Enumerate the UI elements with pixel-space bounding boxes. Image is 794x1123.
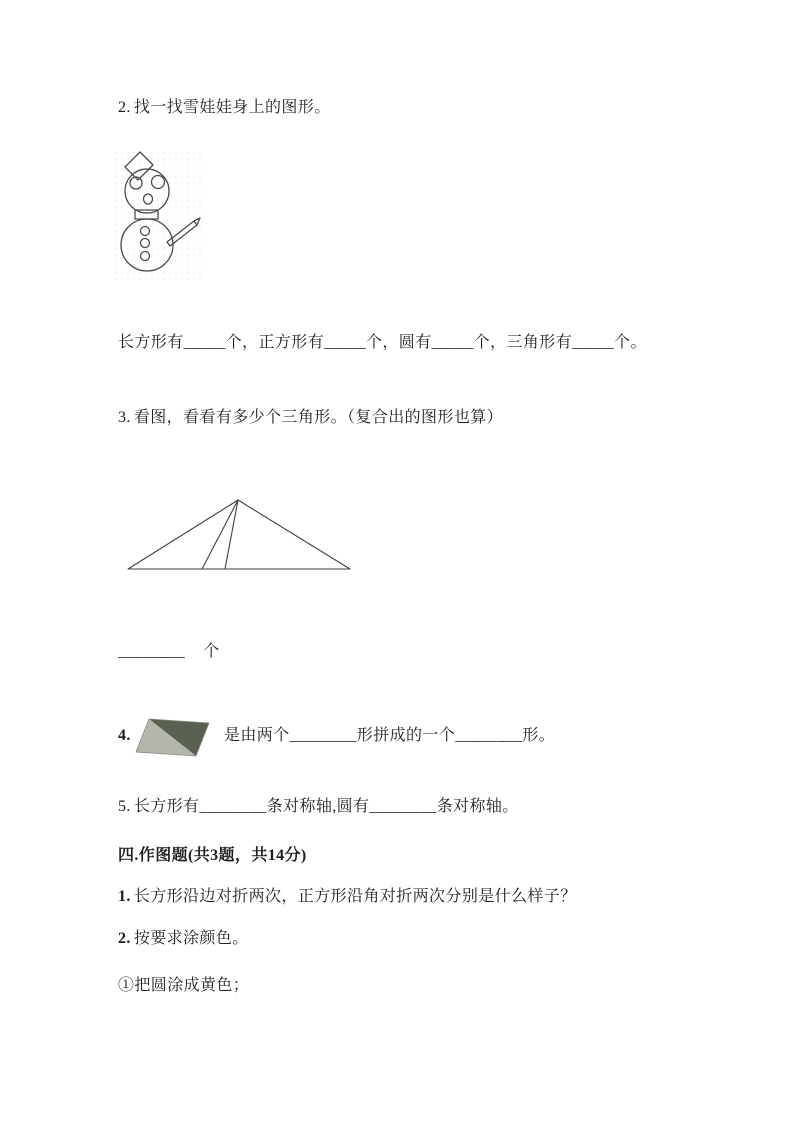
question-2-prompt <box>118 97 331 118</box>
question-5-number: 5. <box>118 798 131 815</box>
question-2-number: 2. <box>118 99 131 116</box>
snowman-head <box>125 169 169 213</box>
section-4-subitem-1-number: ① <box>118 977 135 994</box>
parallelogram-drawing <box>130 712 212 762</box>
triangle-outline <box>128 500 350 569</box>
outer-triangle <box>128 500 350 569</box>
section-4-item-1-number: 1. <box>118 888 131 905</box>
question-3-prompt <box>118 407 503 428</box>
section-4-heading: 四.作图题(共3题，共14分) <box>118 847 307 864</box>
question-2-text: 找一找雪娃娃身上的图形。 <box>133 99 331 116</box>
section-4-subitem-1-text: 把圆涂成黄色； <box>134 977 250 994</box>
inner-line-2 <box>225 500 238 569</box>
snowman-right-eye <box>152 176 165 189</box>
question-5-text: 长方形有________条对称轴,圆有________条对称轴。 <box>133 798 519 815</box>
snowman-arm-tip-line <box>194 221 197 225</box>
answer-blank: ________ <box>118 643 186 660</box>
inner-line-1 <box>202 500 238 569</box>
triangle-drawing <box>118 488 358 578</box>
section-4-item-2-text: 按要求涂颜色。 <box>133 930 249 947</box>
snowman-outline <box>121 152 200 271</box>
snowman-drawing <box>113 150 205 283</box>
snowman-button-1 <box>141 227 150 236</box>
answer-unit: 个 <box>203 643 220 660</box>
snowman-figure <box>113 150 205 283</box>
question-4-number: 4. <box>118 727 131 744</box>
question-4-statement: 是由两个________形拼成的一个________形。 <box>224 727 556 744</box>
snowman-mouth <box>144 194 153 204</box>
snowman-button-2 <box>141 239 150 248</box>
question-2-blanks-line: 长方形有_____个，正方形有_____个，圆有_____个，三角形有_____个。 <box>118 334 647 351</box>
triangle-figure <box>118 488 358 578</box>
question-5-statement-line <box>118 796 519 817</box>
section-4-item-1 <box>118 886 577 907</box>
snowman-hat <box>125 152 153 180</box>
section-4-subitem-1 <box>118 975 249 996</box>
question-3-answer-line <box>118 641 220 662</box>
parallelogram-figure <box>130 712 212 762</box>
section-4-item-2 <box>118 928 249 949</box>
section-4-item-1-text: 长方形沿边对折两次，正方形沿角对折两次分别是什么样子？ <box>133 888 577 905</box>
question-3-text: 看图，看看有多少个三角形。（复合出的图形也算） <box>133 409 504 426</box>
snowman-button-3 <box>141 252 150 261</box>
section-4-item-2-number: 2. <box>118 930 131 947</box>
question-3-number: 3. <box>118 409 131 426</box>
